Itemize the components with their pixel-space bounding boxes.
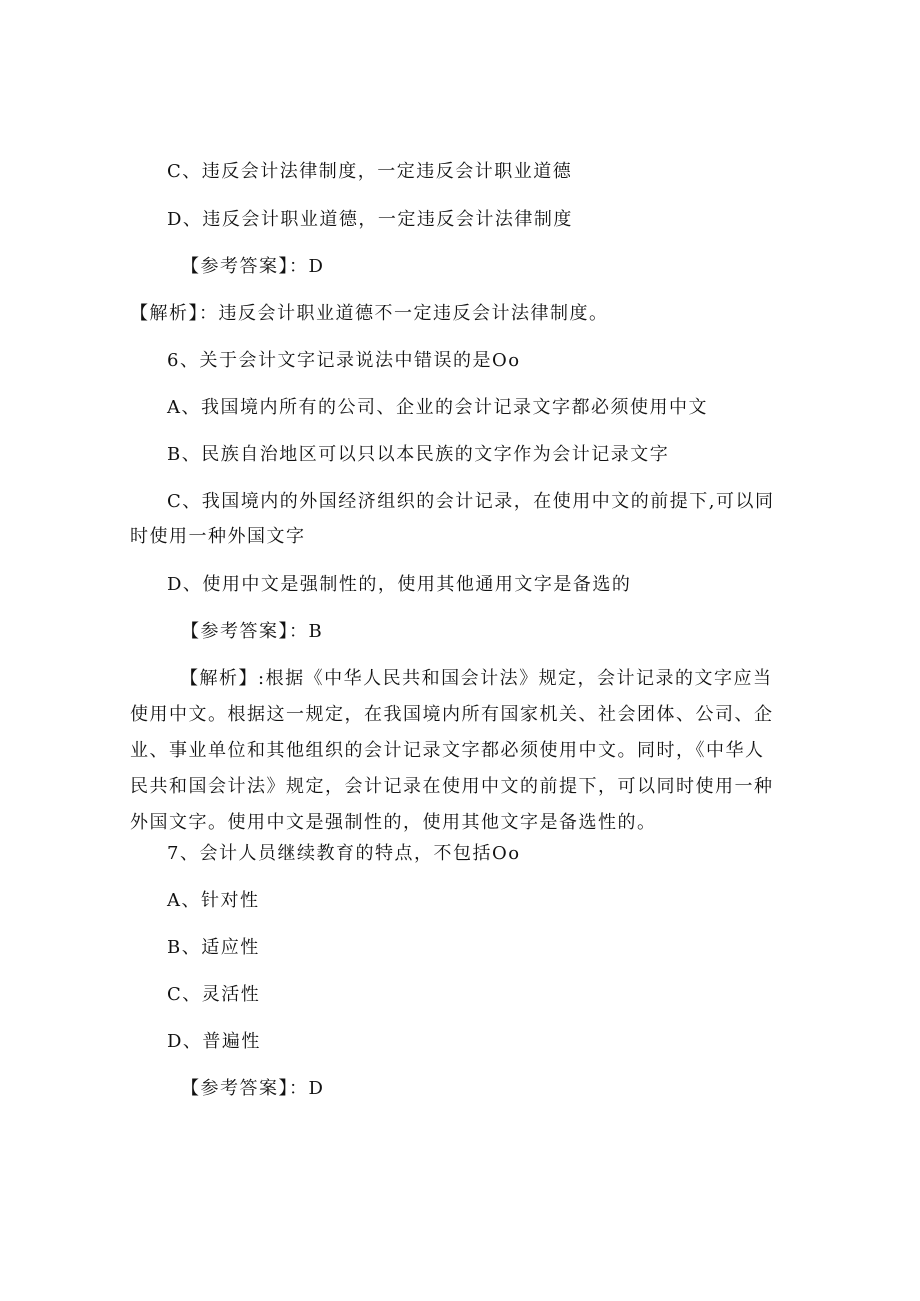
- q6-option-a: A、我国境内所有的公司、企业的会计记录文字都必须使用中文: [167, 397, 708, 418]
- q6-analysis: [130, 667, 774, 847]
- q6-option-c-line2: 时使用一种外国文字: [130, 526, 306, 547]
- q6-answer: 【参考答案】：B: [181, 621, 324, 642]
- q7-answer: 【参考答案】：D: [181, 1078, 325, 1099]
- q7-question: 7、会计人员继续教育的特点，不包括Oo: [167, 843, 521, 864]
- q7-option-d: D、普遍性: [167, 1031, 261, 1052]
- q5-option-d: D、违反会计职业道德，一定违反会计法律制度: [167, 209, 573, 230]
- q6-option-b: B、民族自治地区可以只以本民族的文字作为会计记录文字: [167, 444, 670, 465]
- q5-option-c: C、违反会计法律制度，一定违反会计职业道德: [167, 161, 573, 182]
- q6-option-c-line1: C、我国境内的外国经济组织的会计记录，在使用中文的前提下,可以同: [167, 491, 775, 512]
- q6-analysis-line: 业、事业单位和其他组织的会计记录文字都必须使用中文。同时，《中华人: [130, 740, 765, 761]
- q7-option-a: A、针对性: [167, 890, 260, 911]
- q6-analysis-line: 使用中文。根据这一规定，在我国境内所有国家机关、社会团体、公司、企: [130, 704, 774, 725]
- q7-option-c: C、灵活性: [167, 984, 261, 1005]
- q6-question: 6、关于会计文字记录说法中错误的是Oo: [167, 350, 521, 371]
- q7-option-b: B、适应性: [167, 937, 260, 958]
- q5-analysis: 【解析】：违反会计职业道德不一定违反会计法律制度。: [130, 303, 609, 324]
- q6-analysis-line: 民共和国会计法》规定，会计记录在使用中文的前提下，可以同时使用一种: [130, 776, 774, 797]
- q6-analysis-line: 【解析】:根据《中华人民共和国会计法》规定，会计记录的文字应当: [180, 668, 773, 689]
- q6-analysis-line: 外国文字。使用中文是强制性的，使用其他文字是备选性的。: [130, 812, 657, 833]
- q5-answer: 【参考答案】：D: [181, 256, 325, 277]
- q6-option-d: D、使用中文是强制性的，使用其他通用文字是备选的: [167, 574, 632, 595]
